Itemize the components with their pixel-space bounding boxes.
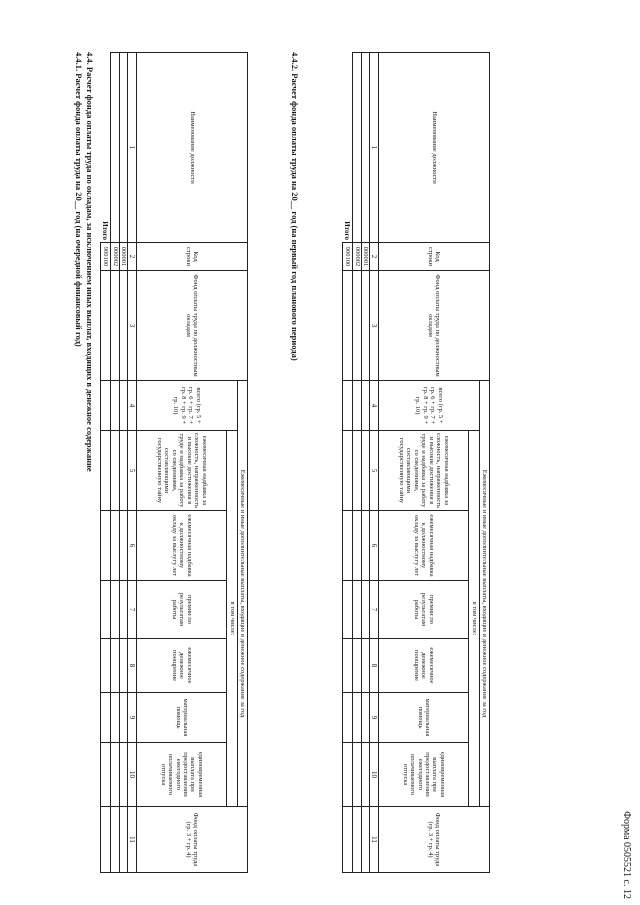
header-position: Наименование должности: [379, 53, 490, 243]
header-monthly-payments: Ежемесячные и иные дополнительные выплаты, входящие в денежное содержание за год: [479, 381, 489, 807]
table-cell[interactable]: [100, 381, 111, 431]
table-cell[interactable]: [353, 807, 361, 873]
table-cell[interactable]: [111, 581, 119, 639]
table-cell[interactable]: [119, 511, 127, 581]
header-col-8: ежемесячное денежное поощрение: [379, 639, 469, 693]
table-cell[interactable]: [100, 271, 111, 381]
table-cell[interactable]: [342, 431, 353, 511]
header-col-10: единовременная выплата при предоставлении ежегодного оплачиваемого отпуска: [379, 743, 469, 807]
payroll-table-2: [342, 52, 490, 873]
table-cell[interactable]: [353, 743, 361, 807]
table-cell[interactable]: [361, 381, 369, 431]
column-number: 5: [128, 431, 137, 511]
table-cell[interactable]: [361, 743, 369, 807]
table-cell[interactable]: [100, 639, 111, 693]
column-number: 10: [128, 743, 137, 807]
table-cell[interactable]: [119, 693, 127, 743]
header-total: всего (гр. 5 + гр. 6 + гр. 7 + гр. 8 + гр. 9 + гр. 10): [379, 381, 479, 431]
header-fund-total: Фонд оплаты труда (гр. 3 + гр. 4): [137, 807, 248, 873]
table-cell[interactable]: [119, 743, 127, 807]
payroll-table-1: [100, 52, 248, 873]
column-number: 5: [370, 431, 379, 511]
row-code: 900100: [342, 243, 353, 271]
header-in-that-number: в том числе:: [469, 431, 479, 807]
table-cell[interactable]: [119, 381, 127, 431]
table-cell[interactable]: [353, 639, 361, 693]
table-cell[interactable]: [100, 581, 111, 639]
section-heading: 4.4. Расчет фонда оплаты труда по окладам, за исключением иных выплат, входящих в денежное содержание: [85, 52, 95, 472]
row-code: 000002: [111, 243, 119, 271]
table-cell[interactable]: [361, 639, 369, 693]
table-cell[interactable]: [111, 511, 119, 581]
header-col-5: ежемесячная надбавка за сложность, напряженность и высокие достижения в труде и надбавка за работу со сведениями, составляющими государственную тайну: [137, 431, 227, 511]
table-cell[interactable]: [342, 581, 353, 639]
header-col-8: ежемесячное денежное поощрение: [137, 639, 227, 693]
table-cell[interactable]: [361, 511, 369, 581]
table-cell[interactable]: [353, 511, 361, 581]
header-total: всего (гр. 5 + гр. 6 + гр. 7 + гр. 8 + гр. 9 + гр. 10): [137, 381, 237, 431]
table-row-position[interactable]: [361, 53, 369, 243]
table-cell[interactable]: [100, 693, 111, 743]
table-cell[interactable]: [111, 381, 119, 431]
table-cell[interactable]: [342, 639, 353, 693]
column-number: 9: [370, 693, 379, 743]
table-cell[interactable]: [119, 431, 127, 511]
header-col-5: ежемесячная надбавка за сложность, напряженность и высокие достижения в труде и надбавка за работу со сведениями, составляющими государственную тайну: [379, 431, 469, 511]
table-cell[interactable]: [111, 693, 119, 743]
column-number: 6: [370, 511, 379, 581]
column-number: 3: [370, 271, 379, 381]
row-code: 000001: [361, 243, 369, 271]
column-number: 3: [128, 271, 137, 381]
column-number: 11: [370, 807, 379, 873]
table-cell[interactable]: [100, 431, 111, 511]
row-code: 000001: [119, 243, 127, 271]
column-number: 4: [370, 381, 379, 431]
table-cell[interactable]: [111, 807, 119, 873]
table-cell[interactable]: [100, 743, 111, 807]
section-2-subheading: 4.4.2. Расчет фонда оплаты труда на 20__ год (на первый год планового периода): [290, 52, 300, 361]
table-cell[interactable]: [119, 271, 127, 381]
table-cell[interactable]: [111, 639, 119, 693]
column-number: 1: [128, 53, 137, 243]
table-cell[interactable]: [342, 693, 353, 743]
total-label: Итого: [101, 221, 110, 240]
header-col-9: материальная помощь: [379, 693, 469, 743]
header-col-7: премии по результатам работы: [379, 581, 469, 639]
total-label: Итого: [343, 221, 352, 240]
table-cell[interactable]: [353, 581, 361, 639]
header-in-that-number: в том числе:: [227, 431, 237, 807]
header-col-6: ежемесячная надбавка к должностному окладу за выслугу лет: [137, 511, 227, 581]
header-fund-salary: Фонд оплаты труда по должностным окладам: [379, 271, 490, 381]
column-number: 6: [128, 511, 137, 581]
table-cell[interactable]: [111, 743, 119, 807]
table-cell[interactable]: [353, 693, 361, 743]
table-cell[interactable]: [361, 693, 369, 743]
table-cell[interactable]: [361, 581, 369, 639]
header-col-9: материальная помощь: [137, 693, 227, 743]
column-number: 4: [128, 381, 137, 431]
column-number: 9: [128, 693, 137, 743]
table-cell[interactable]: [119, 639, 127, 693]
table-row-position[interactable]: [119, 53, 127, 243]
table-cell[interactable]: [342, 381, 353, 431]
header-col-6: ежемесячная надбавка к должностному окладу за выслугу лет: [379, 511, 469, 581]
column-number: 7: [128, 581, 137, 639]
header-fund-salary: Фонд оплаты труда по должностным окладам: [137, 271, 248, 381]
table-cell[interactable]: [353, 271, 361, 381]
table-cell[interactable]: [100, 807, 111, 873]
table-row-position[interactable]: [353, 53, 361, 243]
column-number: 1: [370, 53, 379, 243]
table-cell[interactable]: [353, 381, 361, 431]
header-fund-total: Фонд оплаты труда (гр. 3 + гр. 4): [379, 807, 490, 873]
header-col-7: премии по результатам работы: [137, 581, 227, 639]
table-cell[interactable]: [100, 511, 111, 581]
table-cell[interactable]: [119, 807, 127, 873]
table-row-position[interactable]: [111, 53, 119, 243]
column-number: 8: [128, 639, 137, 693]
header-position: Наименование должности: [137, 53, 248, 243]
header-col-10: единовременная выплата при предоставлении ежегодного оплачиваемого отпуска: [137, 743, 227, 807]
row-code: 900100: [100, 243, 111, 271]
table-cell[interactable]: [342, 807, 353, 873]
header-code: Код строки: [379, 243, 490, 271]
row-code: 000002: [353, 243, 361, 271]
table-cell[interactable]: [361, 271, 369, 381]
table-cell[interactable]: [119, 581, 127, 639]
column-number: 2: [128, 243, 137, 271]
table-cell[interactable]: [111, 271, 119, 381]
header-code: Код строки: [137, 243, 248, 271]
column-number: 8: [370, 639, 379, 693]
column-number: 2: [370, 243, 379, 271]
table-cell[interactable]: [342, 743, 353, 807]
table-cell[interactable]: [342, 271, 353, 381]
table-cell[interactable]: [342, 511, 353, 581]
column-number: 10: [370, 743, 379, 807]
header-monthly-payments: Ежемесячные и иные дополнительные выплаты, входящие в денежное содержание за год: [237, 381, 247, 807]
table-cell[interactable]: [353, 431, 361, 511]
table-cell[interactable]: [111, 431, 119, 511]
section-1-subheading: 4.4.1. Расчет фонда оплаты труда на 20__ год (на очередной финансовый год): [74, 52, 84, 347]
column-number: 7: [370, 581, 379, 639]
form-number-label: Форма 0505521 с. 12: [621, 811, 632, 899]
table-cell[interactable]: [361, 431, 369, 511]
table-cell[interactable]: [361, 807, 369, 873]
column-number: 11: [128, 807, 137, 873]
